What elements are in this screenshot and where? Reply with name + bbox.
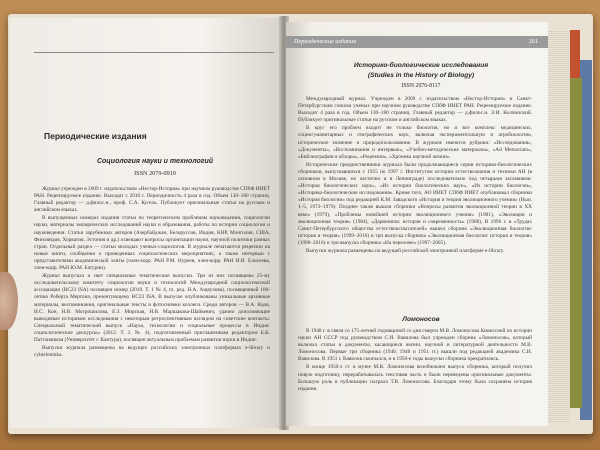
left-page <box>10 18 282 428</box>
paragraph: Журнал выпускал и свет специальные тематические выпуски. Три из них посвящены 25-му исследовательскому комитету социологии науки и технологий Международной социологической ассоциации (RC23 ISA) посвящен номер (2010. Т. 1 № 4, гл. ред. Н.А. Ащеулова), посвященный 100-летию Роберта Мертона, презентующему RC23 ISA. В выпуске опубликованы уникальные архивные материалы, воспоминания, оригинальные тексты и фотоснимки коллеги. Среди авторов — В.А. Ядов, И.С. Кон, Н.В. Мотрошилова, Е.З. Мирская, Н.В. Маршакова-Шайкевич, удачно дополняющие выводимые историком исследования с некоторым ретроспективным взглядом на советские контакты. Специальный тематический выпуск «Наука, технологии и социальные процессы в Индии: социологические дискурсы» (2012. Т. 3. № 4), подготовленный приглашенным редактором Б.К. Паттанаиком (Университет г. Кантура), посвящен актуальным проблемам развития науки в Индии. <box>34 273 270 343</box>
paragraph: Журнал учрежден в 2009 г. издательством «Нестор-История» при научном руководстве СПбФ ИИЕТ РАН. Рецензируемое издание. Выходит с 2010 г. Периодичность 4 раза в год. Объем 130–180 страниц. Главный редактор — д.филос.н., проф. С.А. Кугель. Публикует оригинальные статьи на русском и английском языках. <box>34 186 270 214</box>
section-title-lomonosov: Ломоносов <box>402 316 440 323</box>
issn-left: ISSN 2079-0910 <box>134 170 176 177</box>
paragraph: В выпущенных номерах издания статьи по теоретическим проблемам науковедения, социологии науки, материалы эмпирических исследований науки и образования, работы по истории социологии и науковедения. Статьи зарубежных авторов (Азербайджан, Белоруссия, Индия, КНР, Монголия, США, Финляндия, Хорватия, Эстония и др.) освещают вопросы организации науки, научной политики разных стран. Отдельный раздел — статьи молодых ученых-социологов. В журнале печатаются рецензии на новые книги, сообщения о проведенных социологических мероприятиях, а также интервью с представителями академической элиты (член-корр. РАН Р.М. Нуреев, член-корр. РАН И.И. Елисеева, член-корр. РАН Ю.М. Батурин). <box>34 215 270 272</box>
left-body-text <box>34 186 270 360</box>
paragraph: Международный журнал. Учрежден в 2009 г. издательством «Нестор-История» и Санкт-Петербургским союзом ученых при научном руководстве СПбФ ИИЕТ РАН. Рецензируемое издание. Выходит 4 раза в год. Объем 130–180 страниц. Главный редактор — д.филос.н. Э.И. Колчинский. Публикует оригинальные статьи на русском и английском языках. <box>298 96 532 124</box>
paragraph: В круг его проблем входит не только биология, но и все комплекс медицинских, социогуманитарных и географических наук, включая экспериментальную и агробиологию, историческое значение и природопользование. В журнале имеются рубрики: «Исследования», «Документы», «Воспоминания и интервью», «Учебно-методические материалы», «Ad Memoriam», «Библиография и обзоры», «Рецензии», «Хроника научной жизни». <box>298 125 532 160</box>
paragraph: В 1948 г. в связи со 175-летней годовщиной со дня смерти М.В. Ломоносова Комиссией по истории науки АН СССР под руководством С.И. Вавилова был учрежден сборник «Ломоносов», который включал статьи и документы, касающиеся жизни, научной и литературной деятельности М.В. Ломоносова. Первые три сборника (1940, 1946 и 1951 гг.) вышли под редакцией академика С.И. Вавилова. В 1951 г. Вавилов скончался, и в 1950-е годы выпуски сборника прекратились. <box>298 328 532 363</box>
section-title: Периодические издания <box>44 131 147 141</box>
running-head <box>286 36 548 48</box>
right-page <box>286 22 548 426</box>
issn-right: ISSN 2076-8117 <box>401 83 441 89</box>
book-spine-green <box>568 78 582 408</box>
journal-title-right-en: (Studies in the History of Biology) <box>367 72 475 79</box>
running-head-title: Периодические издания <box>294 38 356 45</box>
left-running-rule <box>34 40 274 53</box>
page-stack-edge <box>548 30 570 422</box>
paragraph: Выпуски журнала размещены на ведущей российской электронной платформе e-library. <box>306 247 505 254</box>
paragraph: Выпуски журнала размещены на ведущих российских электронных платформах e-library и cyberleninka. <box>34 345 270 359</box>
page-number: 261 <box>528 38 538 45</box>
journal-title-right: Историко-биологические исследования <box>353 62 489 69</box>
right-body-text-2 <box>298 328 532 394</box>
right-body-text <box>298 96 532 256</box>
paragraph: Исторические предшественники журнала были продолжающиеся серии историко-биологических сборников, выпускавшихся с 1955 по 1997 г. Институтом истории естествознания и техники АН (в основном в Москве, но частично и в Ленинграде) последовательно под четырьмя заглавиями: «История биологических наук», «Из истории биологических наук», «Из истории биологии», «Историко-биологические исследования». Кроме того, АО ИИЕТ СПбФ ИИЕТ опубликовал сборники «История биологии» под редакцией К.М. Завадского «История и теория эволюционного учения» (Вып. 1–5, 1973–1979). Позднее также вышли сборники «Вопросы развития эволюционной теории в XX веке» (1979), «Проблемы новейшей истории эволюционного учения» (1981), «Эволюция и эволюционная теория» (1984), «Дарвинизм: история и современность» (1988). В 1996 г. в «Трудах Санкт-Петербургского общества естествоиспытателей» вышел сборник «Эволюционная биология: история и теория» (1999–2016) и три выпуска сборника «Эволюционная биология: история и теория» (1998–2016) и три выпуска сборника «На переломе» (1997–2005). <box>298 161 532 246</box>
paragraph: В конце 1950-х гг. в музее М.В. Ломоносова возобновлен выпуск сборника, который получил новую подготовку, перерабатывалась текстовая часть и были переведены оригинальные документы. Большую роль в публикации сыграла Т.В. Ломоносова. Благодаря этому была сохранена история издания. <box>298 364 532 392</box>
journal-title-left: Социология науки и технологий <box>96 158 214 165</box>
